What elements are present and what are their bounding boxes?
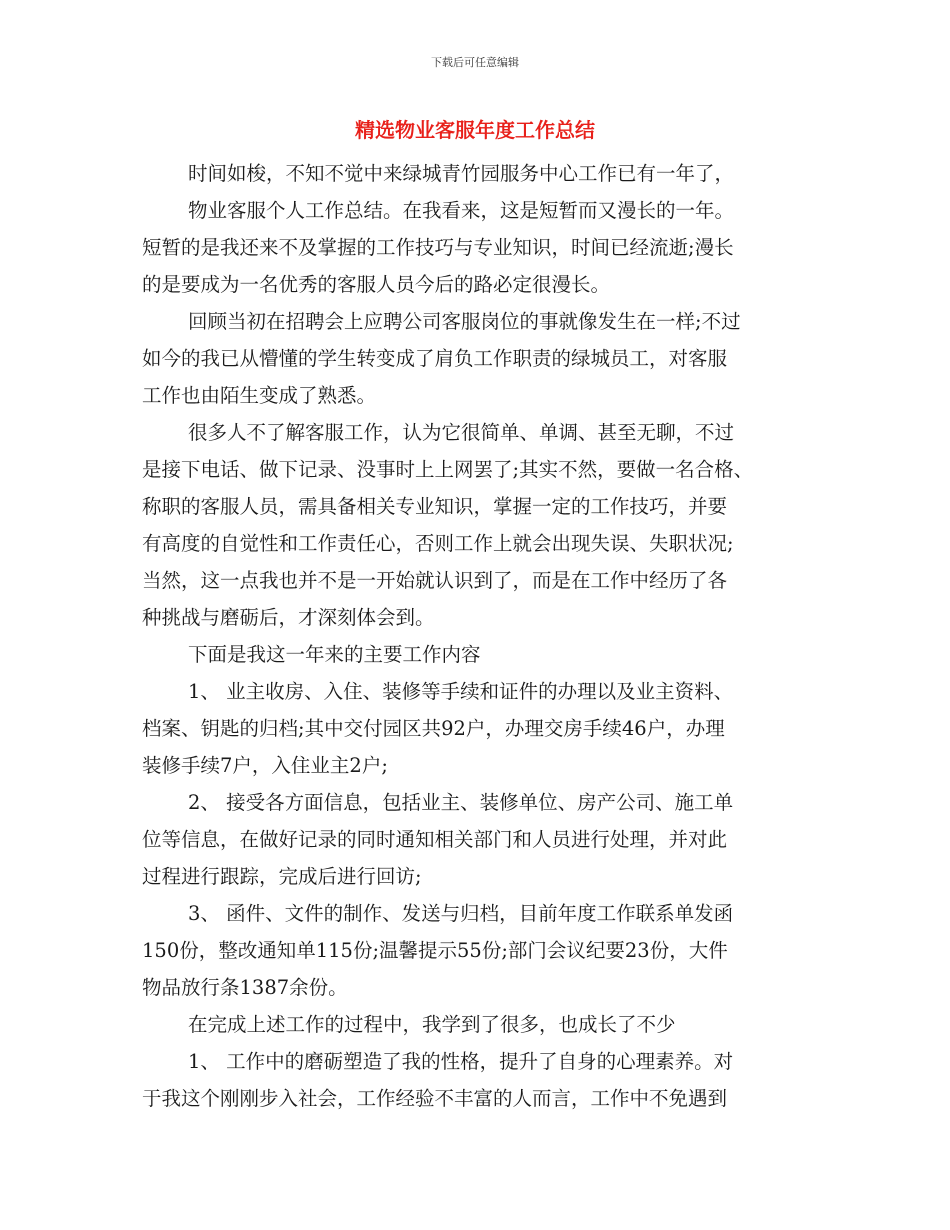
text-line: 在完成上述工作的过程中，我学到了很多，也成长了不少 xyxy=(188,1013,676,1036)
text-line: 于我这个刚刚步入社会，工作经验不丰富的人而言，工作中不免遇到 xyxy=(142,1087,728,1110)
text-line: 档案、钥匙的归档;其中交付园区共92户，办理交房手续46户，办理 xyxy=(142,717,725,740)
text-line: 工作也由陌生变成了熟悉。 xyxy=(142,384,377,407)
text-line: 装修手续7户，入住业主2户; xyxy=(142,754,388,777)
text-line: 短暂的是我还来不及掌握的工作技巧与专业知识，时间已经流逝;漫长 xyxy=(142,236,734,259)
text-line: 称职的客服人员，需具备相关专业知识，掌握一定的工作技巧，并要 xyxy=(142,495,728,518)
text-line: 150份，整改通知单115份;温馨提示55份;部门会议纪要23份，大件 xyxy=(142,939,728,962)
text-line: 下面是我这一年来的主要工作内容 xyxy=(188,643,481,666)
text-line: 位等信息，在做好记录的同时通知相关部门和人员进行处理，并对此 xyxy=(142,828,728,851)
text-line: 当然，这一点我也并不是一开始就认识到了，而是在工作中经历了各 xyxy=(142,569,728,592)
text-line: 回顾当初在招聘会上应聘公司客服岗位的事就像发生在一样;不过 xyxy=(188,310,741,333)
text-line: 过程进行跟踪，完成后进行回访; xyxy=(142,865,422,888)
text-line: 物品放行条1387余份。 xyxy=(142,976,348,999)
text-line: 1、 业主收房、入住、装修等手续和证件的办理以及业主资料、 xyxy=(188,680,734,703)
text-line: 1、 工作中的磨砺塑造了我的性格，提升了自身的心理素养。对 xyxy=(188,1050,734,1073)
text-line: 如今的我已从懵懂的学生转变成了肩负工作职责的绿城员工，对客服 xyxy=(142,347,728,370)
text-line: 的是要成为一名优秀的客服人员今后的路必定很漫长。 xyxy=(142,273,611,296)
text-line: 种挑战与磨砺后，才深刻体会到。 xyxy=(142,606,435,629)
text-line: 3、 函件、文件的制作、发送与归档，目前年度工作联系单发函 xyxy=(188,902,734,925)
header-note: 下载后可任意编辑 xyxy=(431,56,519,69)
text-line: 很多人不了解客服工作，认为它很简单、单调、甚至无聊，不过 xyxy=(188,421,735,444)
document-title: 精选物业客服年度工作总结 xyxy=(355,118,595,142)
text-line: 时间如梭，不知不觉中来绿城青竹园服务中心工作已有一年了， xyxy=(188,162,735,185)
text-line: 有高度的自觉性和工作责任心，否则工作上就会出现失误、失职状况; xyxy=(142,532,734,555)
text-line: 物业客服个人工作总结。在我看来，这是短暂而又漫长的一年。 xyxy=(188,199,735,222)
text-line: 2、 接受各方面信息，包括业主、装修单位、房产公司、施工单 xyxy=(188,791,734,814)
document-body xyxy=(142,155,822,1117)
text-line: 是接下电话、做下记录、没事时上上网罢了;其实不然，要做一名合格、 xyxy=(142,458,754,481)
